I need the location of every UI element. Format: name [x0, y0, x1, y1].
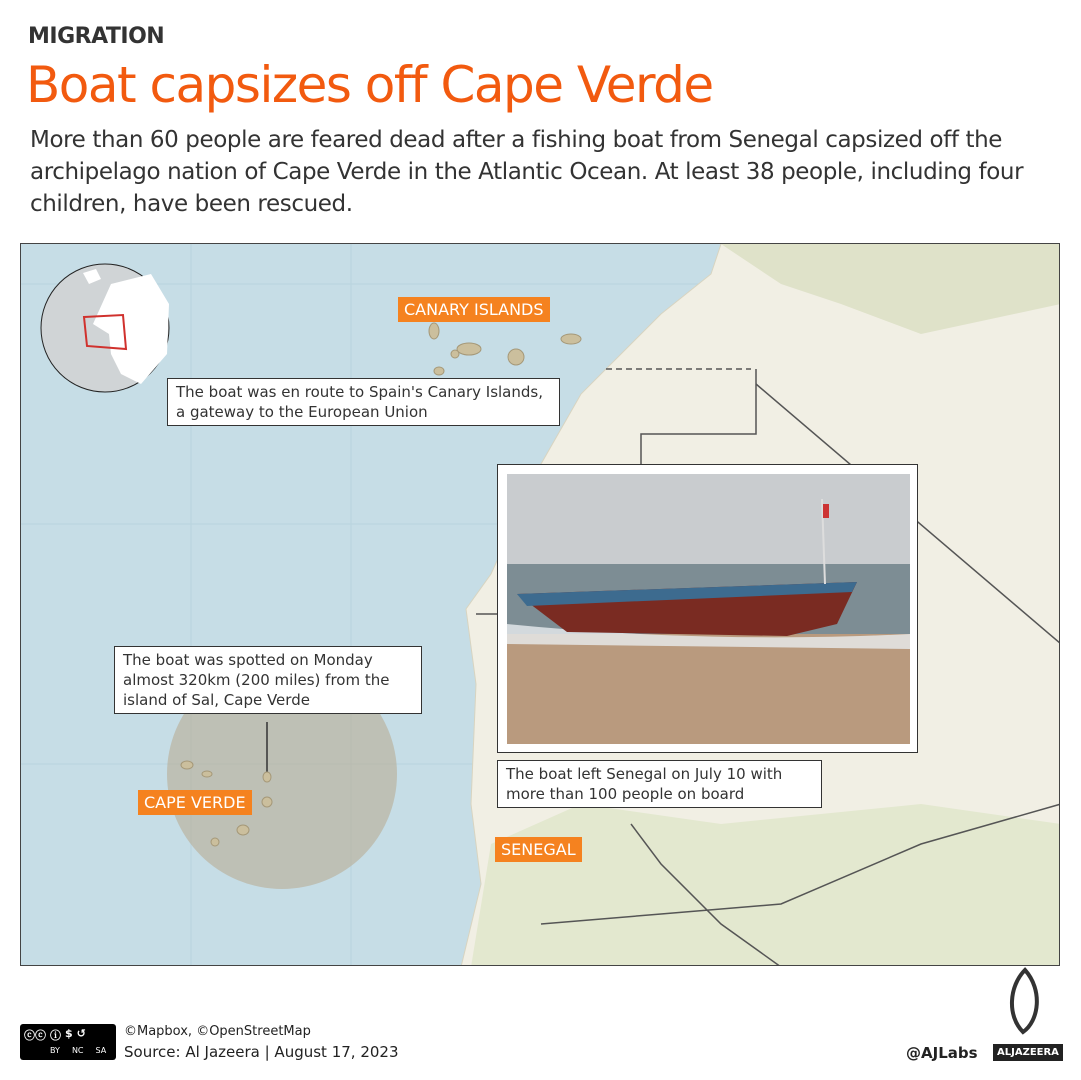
note-departure: The boat left Senegal on July 10 with more than 100 people on board	[497, 760, 822, 808]
al-jazeera-logo-icon	[1003, 966, 1047, 1038]
headline: Boat capsizes off Cape Verde	[26, 56, 713, 114]
ajlabs-handle: @AJLabs	[906, 1044, 978, 1062]
source-date: Source: Al Jazeera | August 17, 2023	[124, 1043, 399, 1061]
cc-icons: ⓒⓒ ⓘ $ ↺	[24, 1027, 86, 1042]
label-senegal: SENEGAL	[495, 837, 582, 862]
boat-photo	[497, 464, 918, 753]
standfirst: More than 60 people are feared dead after a fishing boat from Senegal capsized off the archipelago nation of Cape Verde in the Atlantic Ocean. At least 38 people, including four children, have been rescued.	[30, 127, 1024, 217]
green-region	[471, 804, 1060, 966]
map-credits: ©Mapbox, ©OpenStreetMap	[124, 1024, 311, 1039]
label-cape-verde: CAPE VERDE	[138, 790, 252, 815]
note-canary: The boat was en route to Spain's Canary Islands, a gateway to the European Union	[167, 378, 560, 426]
kicker: MIGRATION	[28, 24, 165, 49]
cc-nc: NC	[71, 1046, 84, 1055]
note-spotted: The boat was spotted on Monday almost 320km (200 miles) from the island of Sal, Cape Verde	[114, 646, 422, 714]
aljazeera-wordmark: ALJAZEERA	[993, 1044, 1063, 1061]
cc-by: BY	[50, 1046, 60, 1055]
map	[20, 243, 1060, 966]
cc-sa: SA	[95, 1046, 107, 1055]
label-canary-islands: CANARY ISLANDS	[398, 297, 550, 322]
locator-globe	[41, 264, 169, 392]
boat-image	[507, 474, 910, 744]
creative-commons-badge	[20, 1024, 116, 1060]
